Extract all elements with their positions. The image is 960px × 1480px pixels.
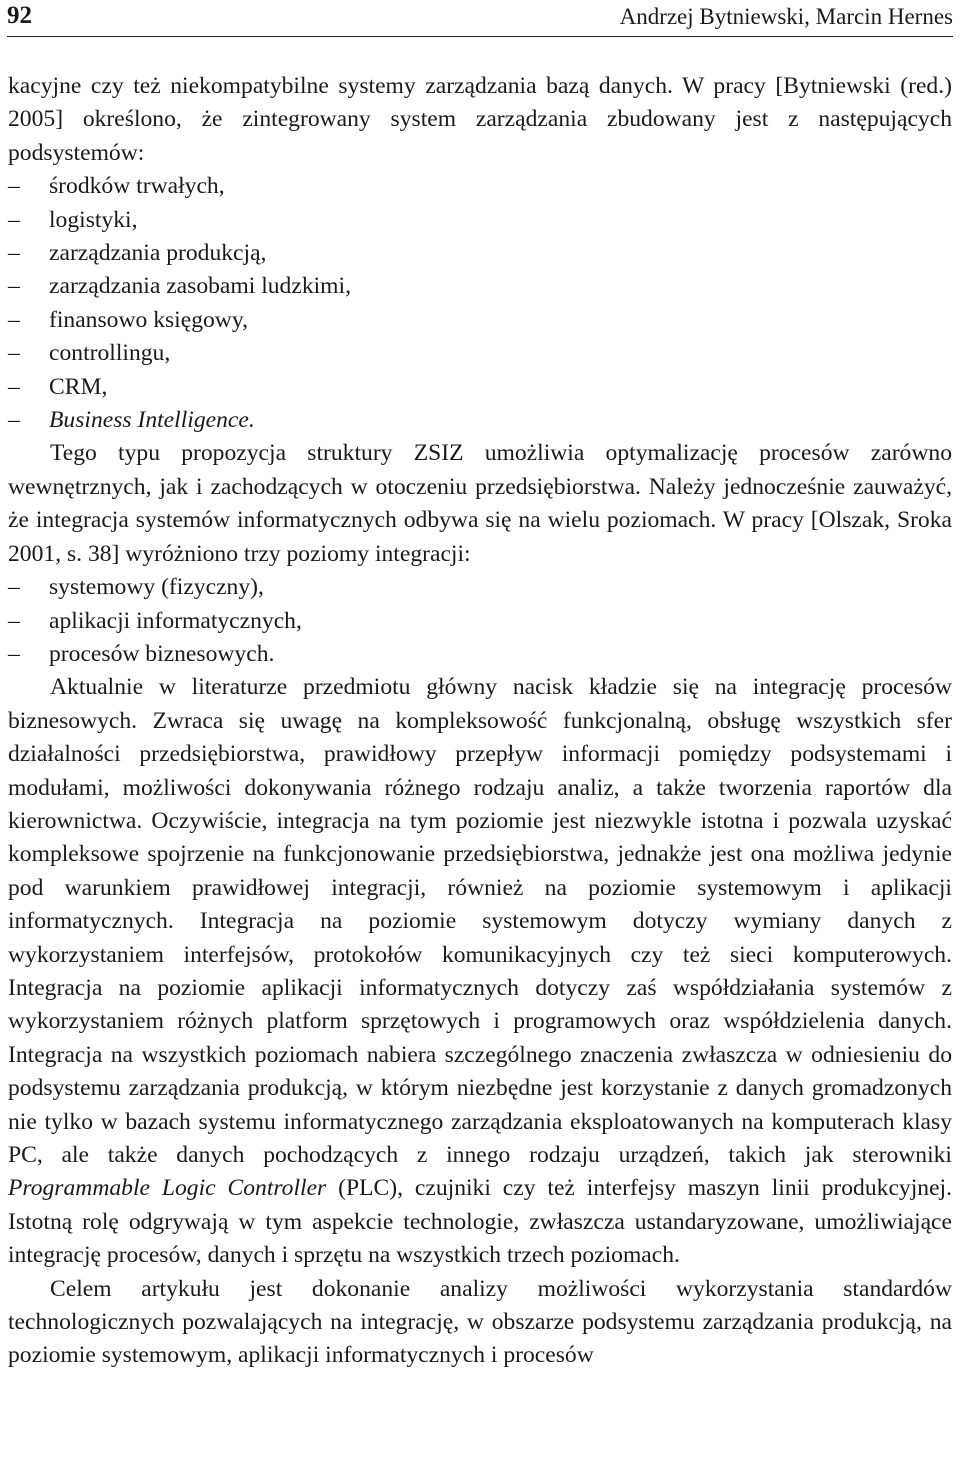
list-dash: – bbox=[8, 574, 20, 601]
list-item: – CRM, bbox=[8, 371, 952, 404]
list-dash: – bbox=[8, 373, 20, 400]
list-item: – procesów biznesowych. bbox=[8, 638, 952, 671]
italic-term: Programmable Logic Controller bbox=[8, 1175, 327, 1202]
integration-levels-list bbox=[8, 571, 952, 671]
intro-paragraph: kacyjne czy też niekompatybilne systemy zarządzania bazą danych. W pracy [Bytniewski (red.) 2005] określono, że zintegrowany system zarządzania zbudowany jest z następujących podsystemów: bbox=[8, 73, 952, 166]
list-item: – finansowo księgowy, bbox=[8, 304, 952, 337]
list-dash: – bbox=[8, 640, 20, 667]
subsystem-list bbox=[8, 170, 952, 437]
list-item: – środków trwałych, bbox=[8, 170, 952, 203]
list-item: – Business Intelligence. bbox=[8, 404, 952, 437]
zsiz-paragraph: Tego typu propozycja struktury ZSIZ umożliwia optymalizację procesów zarówno wewnętrznych, jak i zachodzących w otoczeniu przedsiębiorstwa. Należy jednocześnie zauważyć, że integracja systemów informatycznych odbywa się na wielu poziomach. W pracy [Olszak, Sroka 2001, s. 38] wyróżniono trzy poziomy integracji: bbox=[8, 440, 952, 567]
list-dash: – bbox=[8, 407, 20, 434]
list-dash: – bbox=[8, 340, 20, 367]
page-body bbox=[8, 70, 952, 1373]
list-item: – zarządzania produkcją, bbox=[8, 237, 952, 270]
list-item: – systemowy (fizyczny), bbox=[8, 571, 952, 604]
list-item: – logistyki, bbox=[8, 204, 952, 237]
list-item: – controllingu, bbox=[8, 337, 952, 370]
list-dash: – bbox=[8, 273, 20, 300]
list-dash: – bbox=[8, 206, 20, 233]
running-head-authors: Andrzej Bytniewski, Marcin Hernes bbox=[619, 4, 953, 29]
list-dash: – bbox=[8, 607, 20, 634]
list-dash: – bbox=[8, 240, 20, 267]
list-dash: – bbox=[8, 306, 20, 333]
list-dash: – bbox=[8, 173, 20, 200]
running-header bbox=[7, 0, 953, 37]
list-item: – aplikacji informatycznych, bbox=[8, 605, 952, 638]
page-number: 92 bbox=[7, 2, 32, 29]
main-paragraph: Aktualnie w literaturze przedmiotu główny nacisk kładzie się na integrację procesów biznesowych. Zwraca się uwagę na kompleksowość funkcjonalną, obsługę wszystkich sfer działalności przedsiębiorstwa, prawidłowy przepływ informacji pomiędzy podsystemami i modułami, możliwości dokonywania różnego rodzaju analiz, a także tworzenia raportów dla kierownictwa. Oczywiście, integracja na tym poziomie jest niezwykle istotna i pozwala uzyskać kompleksowe spojrzenie na funkcjonowanie przedsiębiorstwa, jednakże jest ona możliwa jedynie pod warunkiem prawidłowej integracji, również na poziomie systemowym i aplikacji informatycznych. Integracja na poziomie systemowym dotyczy wymiany danych z wykorzystaniem interfejsów, protokołów komunikacyjnych czy też sieci komputerowych. Integracja na poziomie aplikacji informatycznych dotyczy zaś współdziałania systemów z wykorzystaniem różnych platform sprzętowych i programowych oraz współdzielenia danych. Integracja na wszystkich poziomach nabiera szczególnego znaczenia zwłaszcza w odniesieniu do podsystemu zarządzania produkcją, w którym niezbędne jest korzystanie z danych gromadzonych nie tylko w bazach systemu informatycznego zarządzania eksploatowanych na komputerach klasy PC, ale także danych pochodzących z innego rodzaju urządzeń, takich jak sterowniki Programmable Logic Controller (PLC), czujniki czy też interfejsy maszyn linii produkcyjnej. Istotną rolę odgrywają w tym aspekcie technologie, zwłaszcza ustandaryzowane, umożliwiające integrację procesów, danych i sprzętu na wszystkich trzech poziomach. bbox=[8, 674, 952, 1269]
goal-paragraph: Celem artykułu jest dokonanie analizy możliwości wykorzystania standardów technologicznych pozwalających na integrację, w obszarze podsystemu zarządzania produkcją, na poziomie systemowym, aplikacji informatycznych i procesów bbox=[8, 1275, 952, 1369]
list-item: – zarządzania zasobami ludzkimi, bbox=[8, 270, 952, 303]
